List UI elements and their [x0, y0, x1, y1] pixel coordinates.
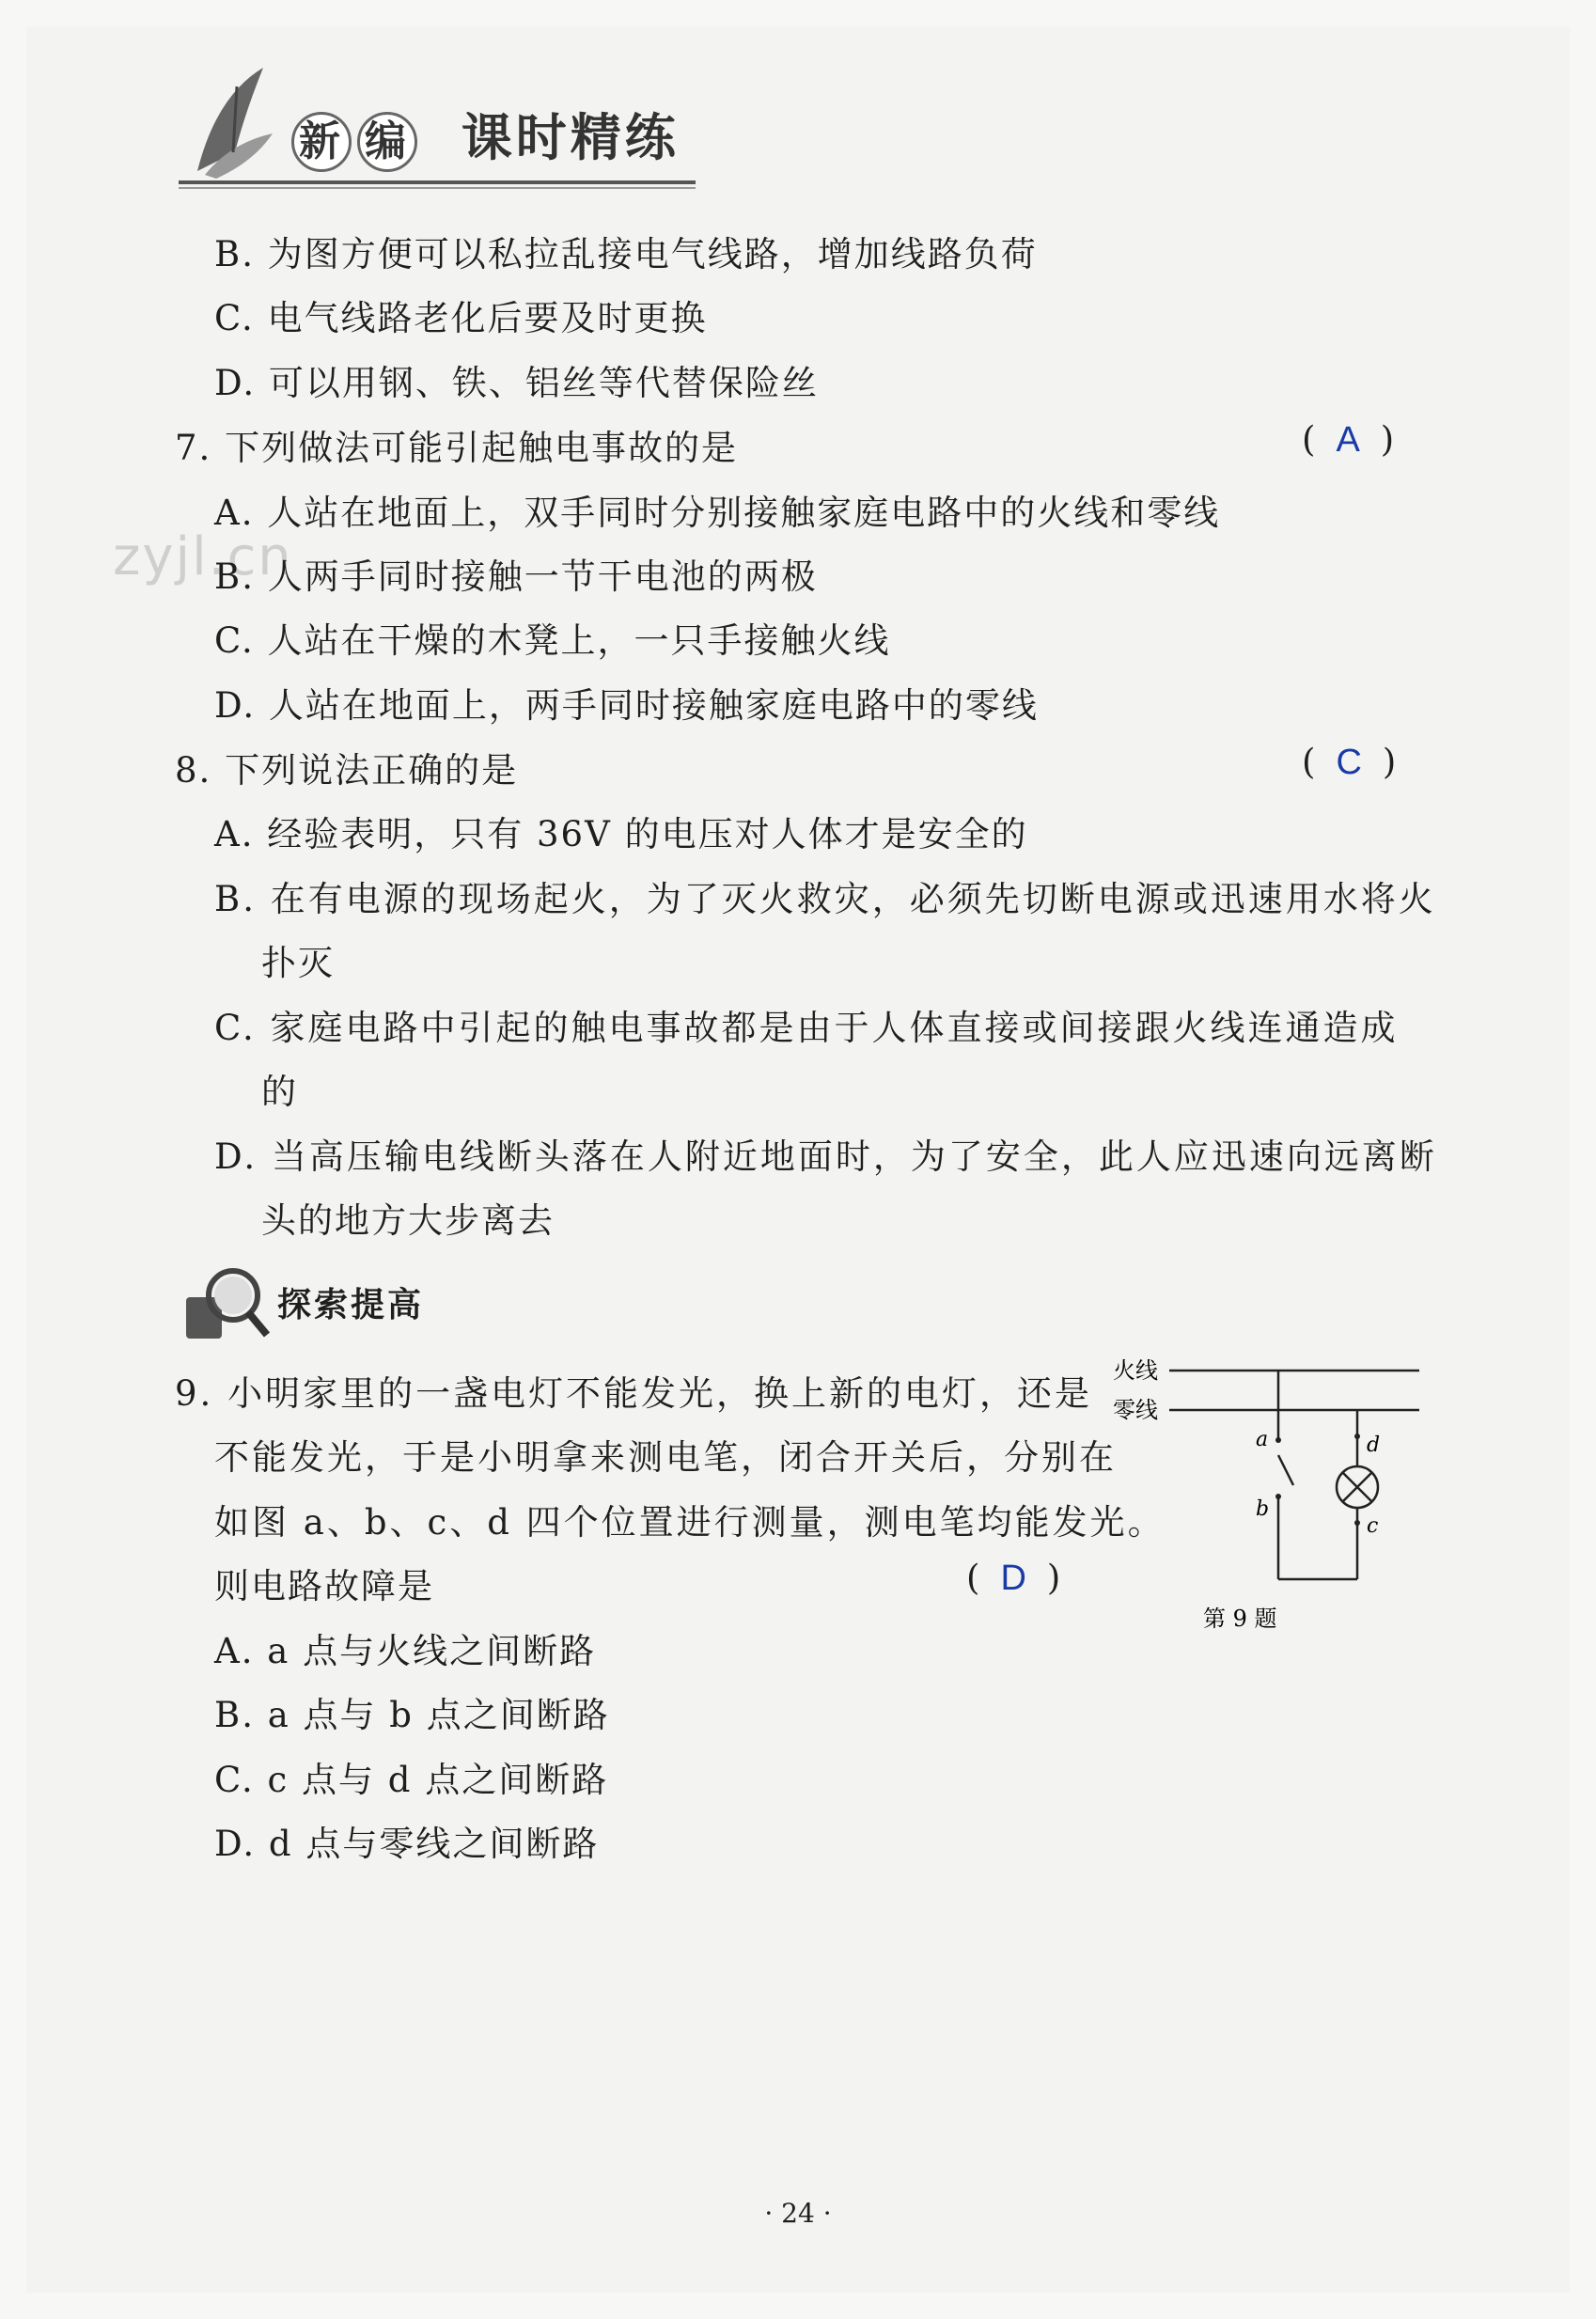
q8-option-a: A. 经验表明，只有 36V 的电压对人体才是安全的 — [214, 814, 1028, 854]
figure-caption: 第 9 题 — [1203, 1606, 1277, 1632]
q9-answer-bracket: ( D ) — [966, 1558, 1061, 1598]
label-d: d — [1367, 1434, 1381, 1457]
point-a-dot — [1275, 1437, 1281, 1443]
section-header — [179, 1260, 461, 1344]
q7-answer-bracket: ( A ) — [1302, 419, 1395, 460]
header-title — [291, 98, 680, 172]
q9-stem-line4: 则电路故障是 — [214, 1566, 434, 1606]
q9-stem-line3: 如图 a、b、c、d 四个位置进行测量，测电笔均能发光。 — [214, 1502, 1166, 1543]
q9-option-c: C. c 点与 d 点之间断路 — [214, 1760, 609, 1800]
q8-option-d: D. 当高压输电线断头落在人附近地面时，为了安全，此人应迅速向远离断 — [214, 1136, 1437, 1177]
q8-option-b: B. 在有电源的现场起火，为了灭火救灾，必须先切断电源或迅速用水将火 — [214, 879, 1436, 919]
page-number: · 24 · — [764, 2198, 832, 2229]
q8-option-c-cont: 的 — [261, 1072, 298, 1112]
label-a: a — [1256, 1428, 1269, 1451]
watermark: zyjl.cn — [113, 526, 293, 588]
section-title: 探索提高 — [277, 1286, 425, 1324]
switch-blade — [1278, 1455, 1293, 1485]
q7-option-c: C. 人站在干燥的木凳上，一只手接触火线 — [214, 620, 891, 661]
header-rule-thin — [179, 187, 696, 189]
header-title-text: 课时精练 — [461, 108, 680, 167]
neutral-wire-label: 零线 — [1113, 1397, 1158, 1423]
q6-option-c: C. 电气线路老化后要及时更换 — [214, 298, 708, 338]
q7-answer: A — [1336, 420, 1360, 460]
page-header — [179, 58, 696, 190]
point-b-dot — [1275, 1494, 1281, 1499]
q7-option-d: D. 人站在地面上，两手同时接触家庭电路中的零线 — [214, 685, 1039, 726]
q9-option-b: B. a 点与 b 点之间断路 — [214, 1695, 610, 1735]
q8-option-c: C. 家庭电路中引起的触电事故都是由于人体直接或间接跟火线连通造成 — [214, 1008, 1399, 1048]
magnifier-icon — [179, 1260, 273, 1344]
q6-option-b: B. 为图方便可以私拉乱接电气线路，增加线路负荷 — [214, 234, 1038, 274]
live-wire-label: 火线 — [1113, 1357, 1158, 1384]
q8-answer-bracket: ( C ) — [1302, 742, 1397, 782]
q8-answer: C — [1336, 743, 1362, 782]
q8-option-b-cont: 扑灭 — [261, 943, 335, 983]
q8-option-d-cont: 头的地方大步离去 — [261, 1200, 555, 1241]
q6-option-d: D. 可以用钢、铁、铝丝等代替保险丝 — [214, 363, 819, 403]
label-b: b — [1256, 1497, 1270, 1521]
label-c: c — [1367, 1514, 1379, 1538]
q9-answer: D — [1000, 1559, 1026, 1598]
q7-option-a: A. 人站在地面上，双手同时分别接触家庭电路中的火线和零线 — [214, 493, 1221, 533]
q9-option-a: A. a 点与火线之间断路 — [214, 1631, 597, 1671]
q9-stem-line2: 不能发光，于是小明拿来测电笔，闭合开关后，分别在 — [214, 1437, 1117, 1478]
point-d-dot — [1354, 1434, 1360, 1439]
header-badge-xin: 新 — [291, 112, 352, 172]
point-c-dot — [1354, 1520, 1360, 1526]
circuit-diagram — [1109, 1354, 1429, 1636]
q9-option-d: D. d 点与零线之间断路 — [214, 1824, 600, 1864]
q7-option-b: B. 人两手同时接触一节干电池的两极 — [214, 556, 818, 597]
header-rule — [179, 180, 696, 184]
header-badge-bian: 编 — [357, 112, 417, 172]
q8-stem: 8. 下列说法正确的是 — [175, 750, 519, 791]
q7-stem: 7. 下列做法可能引起触电事故的是 — [175, 428, 739, 468]
q9-stem-line1: 9. 小明家里的一盏电灯不能发光，换上新的电灯，还是 — [175, 1373, 1093, 1414]
butterfly-icon — [179, 58, 282, 190]
